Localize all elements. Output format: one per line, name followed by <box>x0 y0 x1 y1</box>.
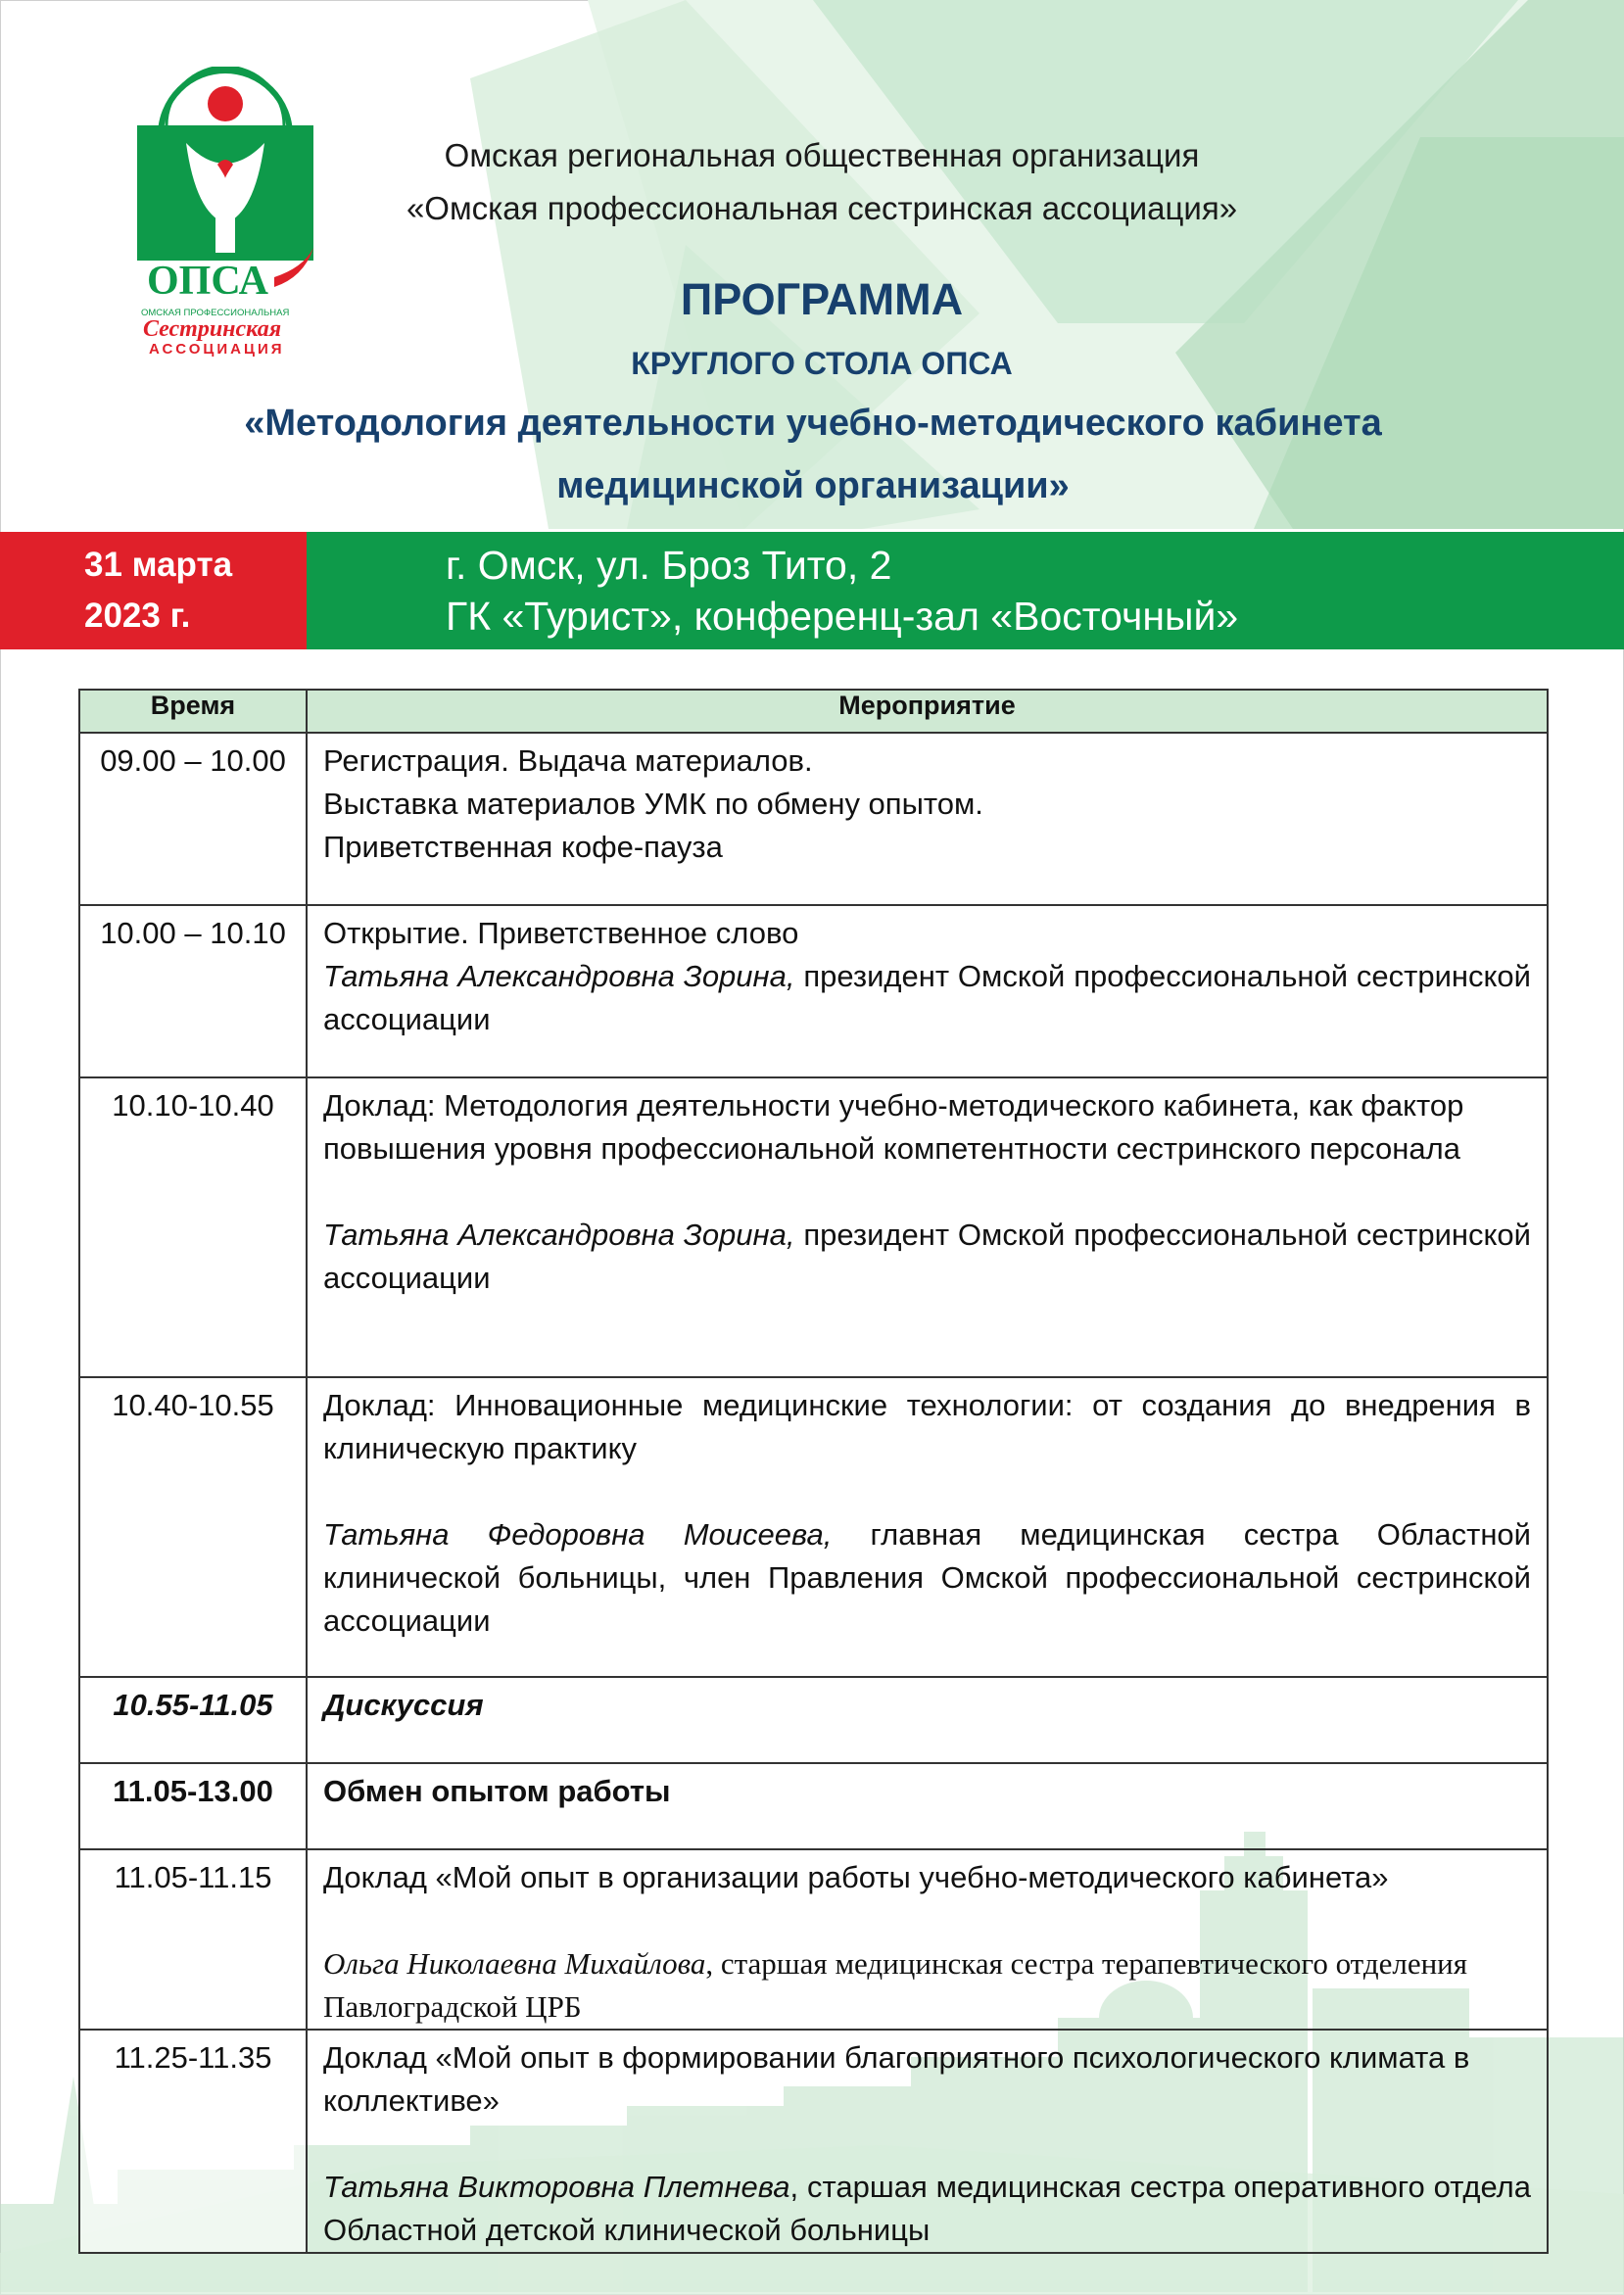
row-time: 10.10-10.40 <box>79 1077 307 1377</box>
date-location-band <box>0 532 1624 649</box>
row-time: 11.25-11.35 <box>79 2030 307 2253</box>
speaker-role: президент Омской профессиональной сестринской ассоциации <box>323 1218 1531 1295</box>
event-title: Дискуссия <box>323 1688 484 1722</box>
speaker-name: Татьяна Александровна Зорина, <box>323 1218 795 1252</box>
row-event <box>307 2030 1548 2253</box>
table-row <box>79 2030 1548 2253</box>
event-date-day: 31 марта <box>84 546 233 584</box>
event-title: Открытие. Приветственное слово <box>323 916 799 950</box>
table-row <box>79 1763 1548 1849</box>
program-topic-line-2: медицинской организации» <box>556 465 1070 506</box>
program-topic-line-1: «Методология деятельности учебно-методического кабинета <box>244 403 1382 444</box>
row-event <box>307 733 1548 905</box>
row-time: 10.00 – 10.10 <box>79 905 307 1077</box>
logo-script-text: Сестринская <box>143 316 282 342</box>
event-venue: ГК «Турист», конференц-зал «Восточный» <box>446 594 1239 639</box>
table-row <box>79 1849 1548 2030</box>
event-date-year: 2023 г. <box>84 597 191 635</box>
row-time: 11.05-13.00 <box>79 1763 307 1849</box>
column-header-event: Мероприятие <box>307 690 1548 733</box>
event-speaker-block <box>323 1942 1531 2029</box>
event-line: Регистрация. Выдача материалов. <box>323 743 813 778</box>
schedule-header-row <box>79 690 1548 733</box>
event-speaker-block <box>323 1513 1531 1643</box>
speaker-name: Татьяна Федоровна Моисеева, <box>323 1517 833 1552</box>
schedule-table <box>78 689 1549 2254</box>
row-event <box>307 1763 1548 1849</box>
event-title: Доклад: Инновационные медицинские технологии: от создания до внедрения в клиническую практику <box>323 1388 1531 1465</box>
event-title: Обмен опытом работы <box>323 1774 671 1808</box>
row-time: 09.00 – 10.00 <box>79 733 307 905</box>
event-title: Доклад «Мой опыт в формировании благоприятного психологического климата в коллективе» <box>323 2040 1470 2118</box>
event-speaker-block <box>323 955 1531 1041</box>
speaker-name: Ольга Николаевна Михайлова <box>323 1946 706 1981</box>
event-address: г. Омск, ул. Броз Тито, 2 <box>446 543 892 588</box>
speaker-name: Татьяна Александровна Зорина, <box>323 959 795 993</box>
row-time: 11.05-11.15 <box>79 1849 307 2030</box>
row-event <box>307 1849 1548 2030</box>
organization-name-line-1: Омская региональная общественная организация <box>444 137 1200 173</box>
program-subtitle: КРУГЛОГО СТОЛА ОПСА <box>631 346 1013 381</box>
logo-abbr: ОПСА <box>147 259 268 304</box>
logo-bottom-text: АССОЦИАЦИЯ <box>149 341 285 358</box>
logo-small-text: ОМСКАЯ ПРОФЕССИОНАЛЬНАЯ <box>141 308 290 318</box>
table-row <box>79 1677 1548 1763</box>
speaker-role: главная медицинская сестра Областной клинической больницы, член Правления Омской профессиональной сестринской ассоциации <box>323 1517 1531 1638</box>
table-row <box>79 905 1548 1077</box>
row-event <box>307 1677 1548 1763</box>
table-row <box>79 733 1548 905</box>
table-row <box>79 1077 1548 1377</box>
row-event <box>307 1377 1548 1677</box>
column-header-time: Время <box>79 690 307 733</box>
event-location <box>307 532 1624 649</box>
event-line: Приветственная кофе-пауза <box>323 830 723 864</box>
event-speaker-block <box>323 2166 1531 2252</box>
row-event <box>307 905 1548 1077</box>
program-title: ПРОГРАММА <box>680 274 964 324</box>
speaker-role: президент Омской профессиональной сестринской ассоциации <box>323 959 1531 1036</box>
row-time: 10.40-10.55 <box>79 1377 307 1677</box>
speaker-role: , старшая медицинская сестра терапевтического отделения Павлоградской ЦРБ <box>323 1946 1468 2024</box>
organization-name-line-2: «Омская профессиональная сестринская ассоциация» <box>406 190 1238 226</box>
event-title: Доклад: Методология деятельности учебно-методического кабинета, как фактор повышения уровня профессиональной компетентности сестринского персонала <box>323 1088 1464 1166</box>
event-speaker-block <box>323 1214 1531 1300</box>
row-time: 10.55-11.05 <box>79 1677 307 1763</box>
program-topic <box>206 392 1420 517</box>
event-date <box>0 532 307 649</box>
speaker-name: Татьяна Викторовна Плетнева <box>323 2170 790 2204</box>
speaker-role: , старшая медицинская сестра оперативного отдела Областной детской клинической больницы <box>323 2170 1532 2247</box>
event-title: Доклад «Мой опыт в организации работы учебно-методического кабинета» <box>323 1860 1389 1894</box>
event-line: Выставка материалов УМК по обмену опытом. <box>323 787 983 821</box>
row-event <box>307 1077 1548 1377</box>
table-row <box>79 1377 1548 1677</box>
